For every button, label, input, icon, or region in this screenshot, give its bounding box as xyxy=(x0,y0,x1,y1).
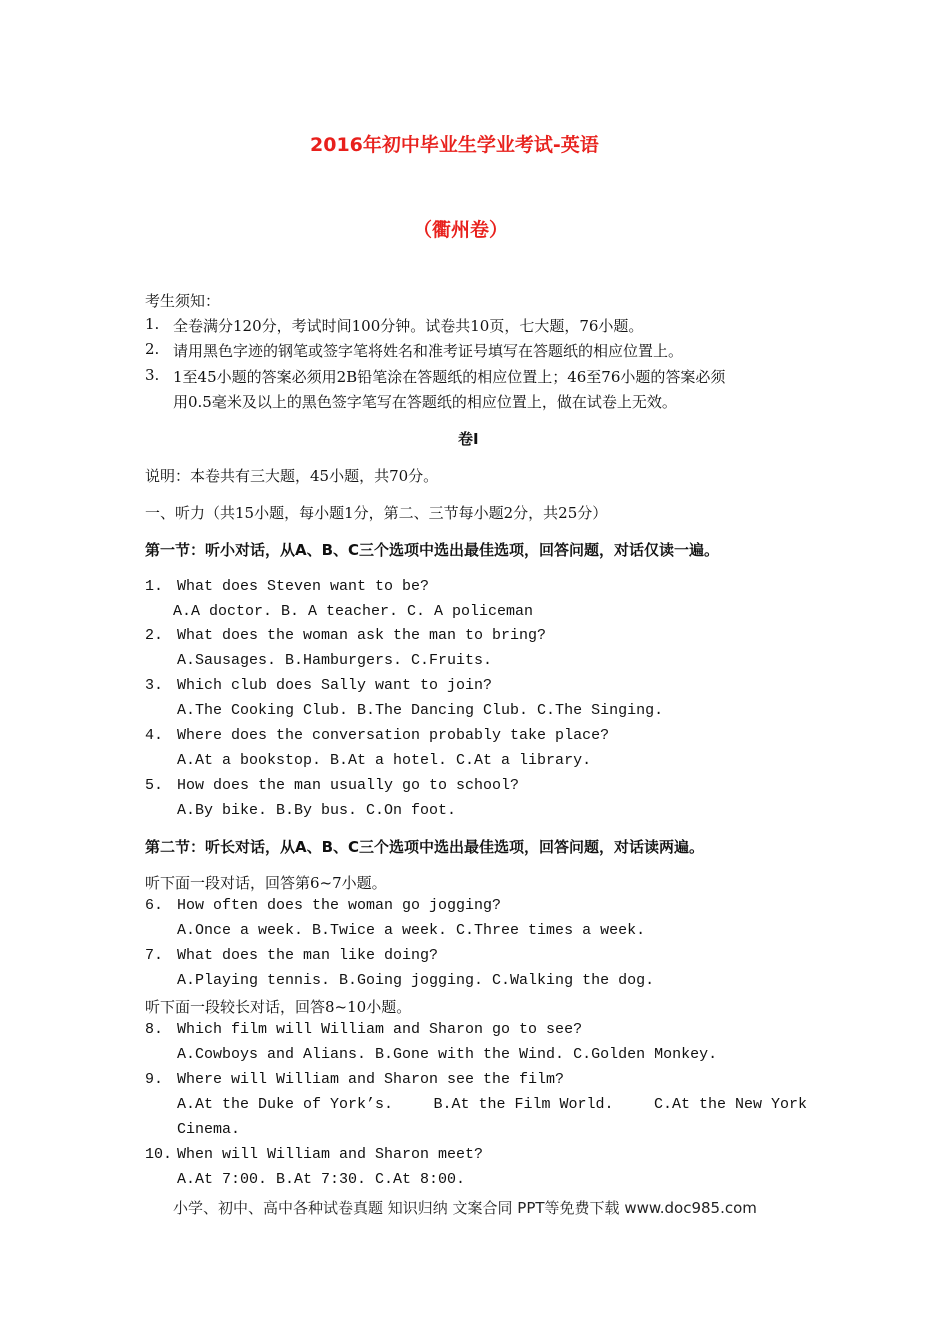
question-number: 10. xyxy=(145,1146,173,1163)
question-text: What does Steven want to be? xyxy=(177,578,430,595)
question-options: A.Sausages. B.Hamburgers. C.Fruits. xyxy=(177,652,493,669)
question-number: 6. xyxy=(145,897,164,914)
question-options: A.By bike. B.By bus. C.On foot. xyxy=(177,802,457,819)
question-options: A.At a bookstop. B.At a hotel. C.At a library. xyxy=(177,752,592,769)
question-number: 7. xyxy=(145,947,164,964)
question-number: 5. xyxy=(145,777,164,794)
question-text: Where does the conversation probably take place? xyxy=(177,727,610,744)
question-options: A.The Cooking Club. B.The Dancing Club. C.The Singing. xyxy=(177,702,664,719)
option-c: C.At the New York xyxy=(653,1096,807,1113)
question-text: Which club does Sally want to join? xyxy=(177,677,493,694)
notice-item-text: 全卷满分120分，考试时间100分钟。试卷共10页，七大题，76小题。 xyxy=(173,317,644,335)
notice-item-text: 1至45小题的答案必须用2B铅笔涂在答题纸的相应位置上；46至76小题的答案必须 xyxy=(173,368,726,386)
dialogue-intro: 听下面一段对话，回答第6~7小题。 xyxy=(145,874,387,892)
question-number: 4. xyxy=(145,727,164,744)
question-options: A.Cowboys and Alians. B.Gone with the Wind. C.Golden Monkey. xyxy=(177,1046,718,1063)
notice-item-text: 请用黑色字迹的钢笔或签字笔将姓名和准考证号填写在答题纸的相应位置上。 xyxy=(173,342,684,360)
question-number: 9. xyxy=(145,1071,164,1088)
question-text: How often does the woman go jogging? xyxy=(177,897,502,914)
notice-heading: 考生须知： xyxy=(145,292,221,310)
section-heading: 第二节：听长对话，从A、B、C三个选项中选出最佳选项，回答问题，对话读两遍。 xyxy=(145,838,705,856)
question-number: 3. xyxy=(145,677,164,694)
explanation: 说明：本卷共有三大题，45小题，共70分。 xyxy=(145,467,439,485)
section-heading: 第一节：听小对话，从A、B、C三个选项中选出最佳选项，回答问题，对话仅读一遍。 xyxy=(145,541,720,559)
footer-text: 小学、初中、高中各种试卷真题 知识归纳 文案合同 PPT等免费下载 www.doc985.com xyxy=(173,1199,757,1217)
question-text: Where will William and Sharon see the film? xyxy=(177,1071,565,1088)
question-text: Which film will William and Sharon go to see? xyxy=(177,1021,583,1038)
dialogue-intro: 听下面一段较长对话，回答8~10小题。 xyxy=(145,998,412,1016)
question-options xyxy=(177,1096,807,1113)
question-text: When will William and Sharon meet? xyxy=(177,1146,484,1163)
notice-item-text-continued: 用0.5毫米及以上的黑色签字笔写在答题纸的相应位置上，做在试卷上无效。 xyxy=(173,393,677,411)
question-options: A.At 7:00. B.At 7:30. C.At 8:00. xyxy=(177,1171,466,1188)
question-options: A.A doctor. B. A teacher. C. A policeman xyxy=(173,603,534,620)
option-b: B.At the Film World. xyxy=(433,1096,614,1113)
question-text: What does the woman ask the man to bring? xyxy=(177,627,547,644)
question-number: 2. xyxy=(145,627,164,644)
part-heading: 一、听力（共15小题，每小题1分，第二、三节每小题2分，共25分） xyxy=(145,504,608,522)
notice-item-number: 2. xyxy=(145,340,160,358)
question-number: 1. xyxy=(145,578,164,595)
notice-item-number: 3. xyxy=(145,366,160,384)
question-options: A.Once a week. B.Twice a week. C.Three times a week. xyxy=(177,922,646,939)
question-options: A.Playing tennis. B.Going jogging. C.Walking the dog. xyxy=(177,972,655,989)
option-c-continued: Cinema. xyxy=(177,1121,241,1138)
option-a: A.At the Duke of York’s. xyxy=(177,1096,394,1113)
volume-label: 卷Ⅰ xyxy=(458,430,479,448)
question-text: What does the man like doing? xyxy=(177,947,439,964)
page-title: 2016年初中毕业生学业考试-英语 xyxy=(310,134,599,156)
question-number: 8. xyxy=(145,1021,164,1038)
page-subtitle: （衢州卷） xyxy=(413,219,509,241)
question-text: How does the man usually go to school? xyxy=(177,777,520,794)
notice-item-number: 1. xyxy=(145,315,160,333)
